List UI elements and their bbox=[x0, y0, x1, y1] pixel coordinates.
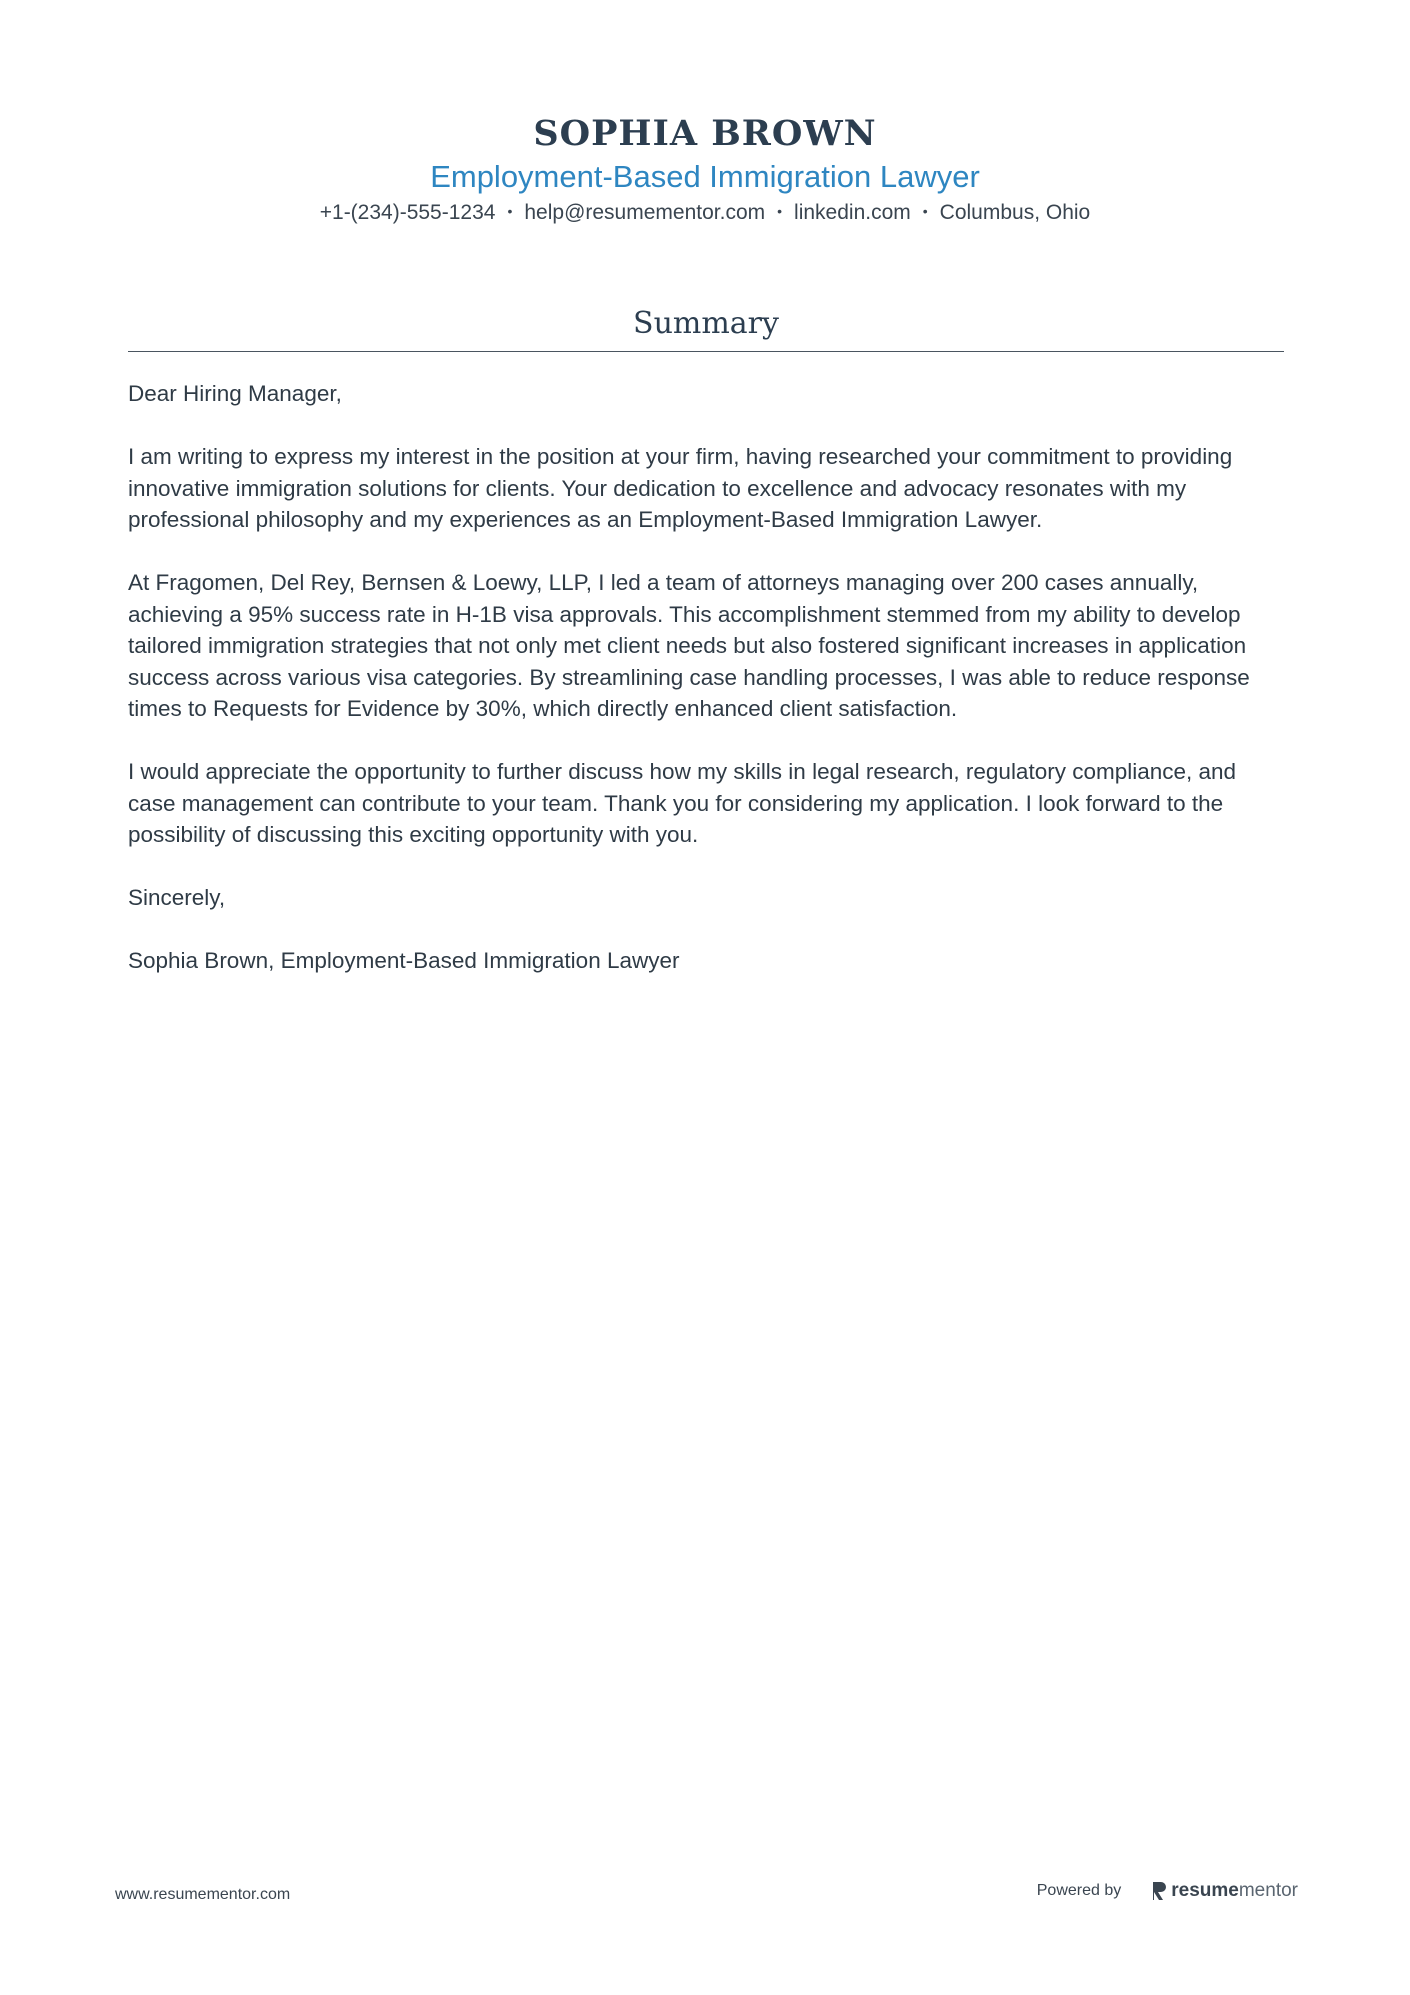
logo-text-light: mentor bbox=[1238, 1880, 1298, 1901]
resumementor-logo[interactable] bbox=[1151, 1880, 1298, 1902]
footer-branding bbox=[1037, 1880, 1298, 1902]
contact-phone: +1-(234)-555-1234 bbox=[319, 201, 496, 224]
letter-signature: Sophia Brown, Employment-Based Immigration Lawyer bbox=[128, 948, 680, 973]
contact-line bbox=[0, 198, 1410, 228]
section-divider bbox=[128, 351, 1284, 352]
contact-email[interactable]: help@resumementor.com bbox=[524, 201, 766, 224]
contact-separator: • bbox=[777, 203, 783, 220]
candidate-name: SOPHIA BROWN bbox=[533, 113, 877, 154]
resumementor-logo-icon bbox=[1151, 1881, 1167, 1901]
letter-salutation: Dear Hiring Manager, bbox=[128, 381, 342, 406]
candidate-job-title: Employment-Based Immigration Lawyer bbox=[430, 159, 980, 194]
letter-paragraph: I am writing to express my interest in the position at your firm, having researched your commitment to providing innovative immigration solutions for clients. Your dedication to excellence and advocacy resonates with my professional philosophy and my experiences as an Employment-Based Immigration Lawyer. bbox=[128, 444, 1233, 532]
letter-header bbox=[0, 112, 1410, 228]
letter-body bbox=[128, 378, 1288, 1008]
powered-by-label: Powered by bbox=[1036, 1882, 1122, 1899]
section-title-summary: Summary bbox=[633, 306, 779, 341]
footer-website[interactable]: www.resumementor.com bbox=[115, 1886, 291, 1903]
contact-location: Columbus, Ohio bbox=[939, 201, 1091, 224]
logo-text-bold: resume bbox=[1171, 1880, 1239, 1901]
letter-paragraph: At Fragomen, Del Rey, Bernsen & Loewy, LLP, I led a team of attorneys managing over 200 cases annually, achieving a 95% success rate in H-1B visa approvals. This accomplishment stemmed from my ability to develop tailored immigration strategies that not only met client needs but also fostered significant increases in application success across various visa categories. By streamlining case handling processes, I was able to reduce response times to Requests for Evidence by 30%, which directly enhanced client satisfaction. bbox=[128, 570, 1250, 721]
contact-linkedin[interactable]: linkedin.com bbox=[794, 201, 911, 224]
letter-paragraph: I would appreciate the opportunity to further discuss how my skills in legal research, regulatory compliance, and case management can contribute to your team. Thank you for considering my application. I look forward to the possibility of discussing this exciting opportunity with you. bbox=[128, 759, 1237, 847]
letter-closing: Sincerely, bbox=[128, 885, 226, 910]
contact-separator: • bbox=[922, 203, 928, 220]
contact-separator: • bbox=[507, 203, 513, 220]
